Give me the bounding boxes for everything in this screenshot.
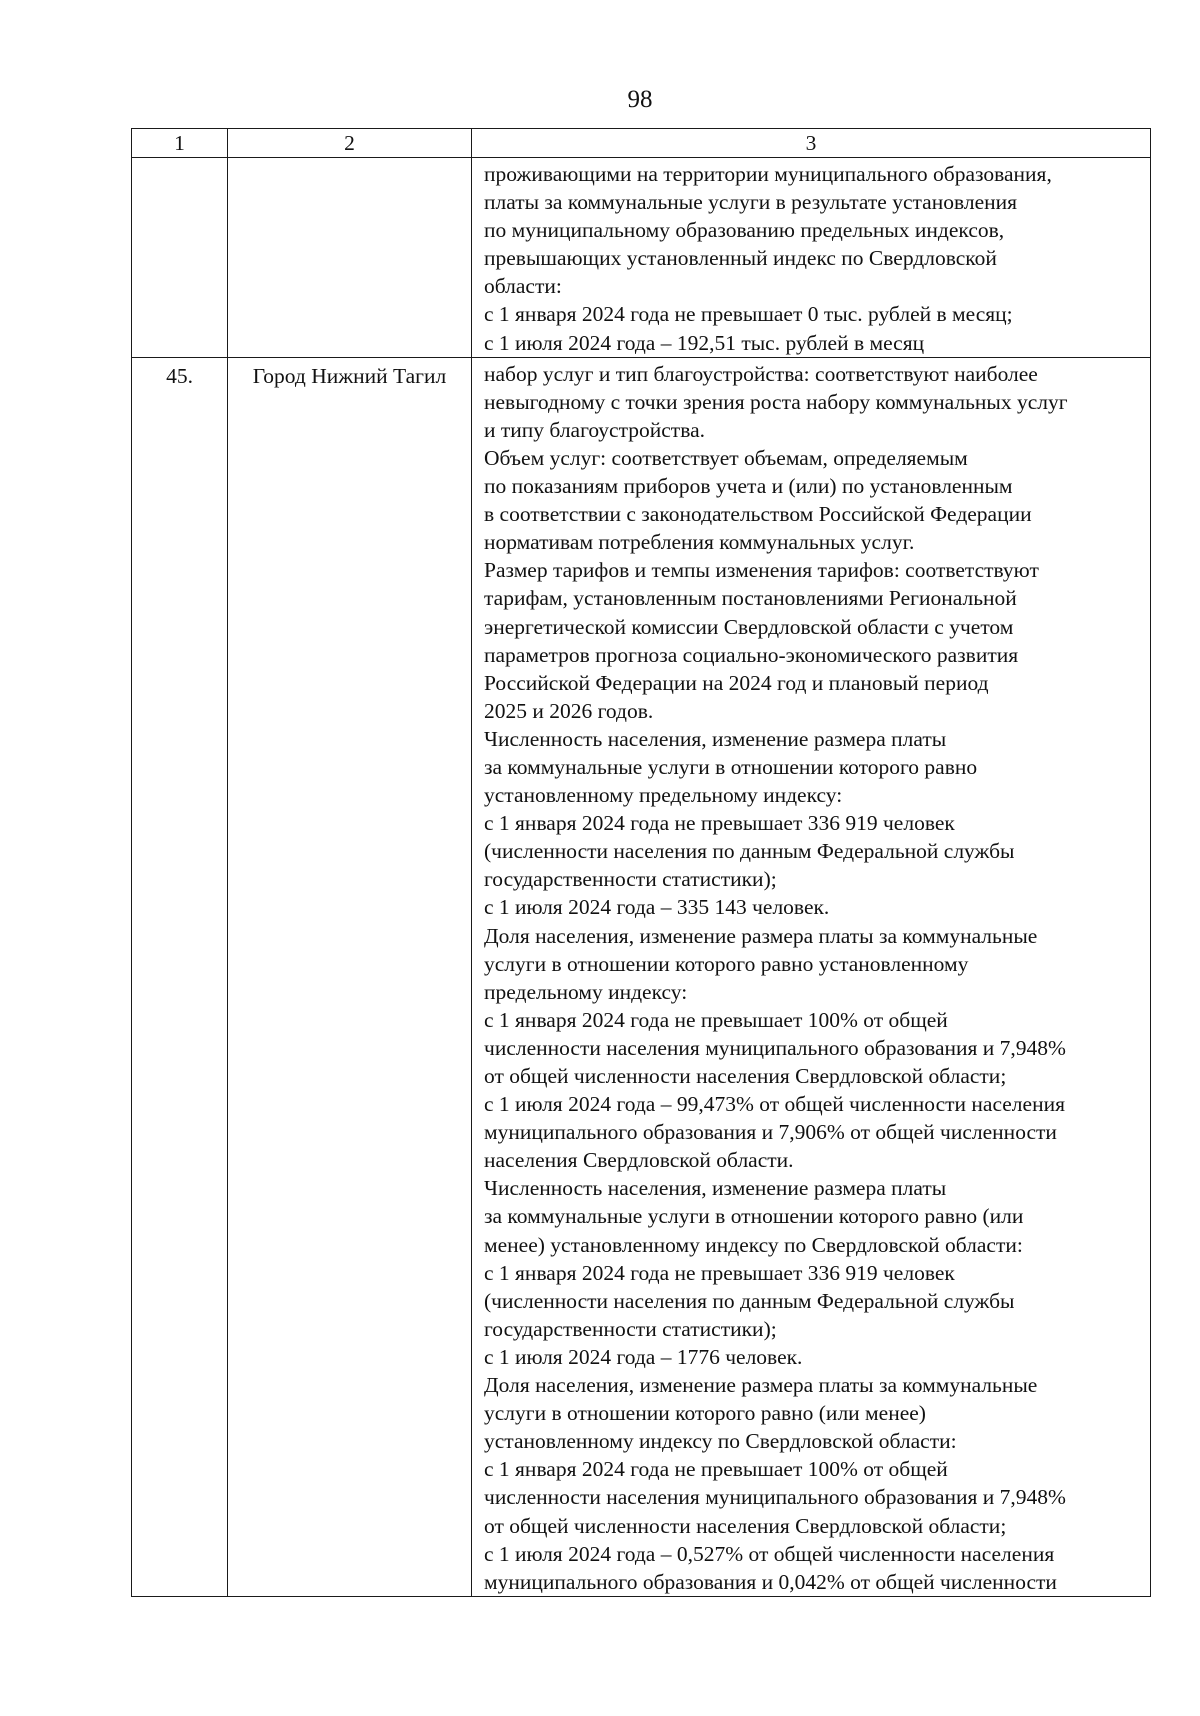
text-line: Российской Федерации на 2024 год и плановый период — [484, 670, 989, 695]
text-line: за коммунальные услуги в отношении которого равно — [484, 754, 978, 779]
text-line: с 1 января 2024 года не превышает 100% от общей — [484, 1007, 948, 1032]
text-line: установленному предельному индексу: — [484, 783, 843, 808]
text-line: Численность населения, изменение размера платы — [484, 1176, 947, 1201]
text-line: Доля населения, изменение размера платы за коммунальные — [484, 923, 1038, 948]
text-line: в соответствии с законодательством Российской Федерации — [484, 502, 1032, 527]
column-header-1: 1 — [132, 129, 228, 158]
column-header-2: 2 — [228, 129, 472, 158]
text-line: с 1 января 2024 года не превышает 336 919 человек — [484, 811, 955, 836]
text-line: с 1 июля 2024 года – 99,473% от общей численности населения — [484, 1092, 1065, 1117]
text-line: установленному индексу по Свердловской области: — [484, 1429, 957, 1454]
text-line: муниципального образования и 7,906% от общей численности — [484, 1120, 1057, 1145]
text-line: с 1 января 2024 года не превышает 336 919 человек — [484, 1260, 955, 1285]
text-line: от общей численности населения Свердловской области; — [484, 1064, 1007, 1088]
text-line: с 1 июля 2024 года – 335 143 человек. — [484, 895, 830, 920]
text-line: численности населения муниципального образования и 7,948% — [484, 1035, 1066, 1060]
text-line: от общей численности населения Свердловской области; — [484, 1513, 1007, 1538]
table-row-45 — [132, 357, 1151, 1596]
text-line: параметров прогноза социально-экономического развития — [484, 642, 1019, 667]
text-line: населения Свердловской области. — [484, 1148, 794, 1173]
text-line: нормативам потребления коммунальных услуг. — [484, 530, 915, 555]
text-line: набор услуг и тип благоустройства: соответствуют наиболее — [484, 361, 1038, 386]
text-line: Численность населения, изменение размера платы — [484, 726, 947, 751]
text-line: по показаниям приборов учета и (или) по установленным — [484, 474, 1013, 499]
text-line: с 1 июля 2024 года – 0,527% от общей численности населения — [484, 1541, 1055, 1566]
municipality-name-cell — [228, 158, 472, 358]
description-cell — [472, 158, 1151, 358]
text-line: численности населения муниципального образования и 7,948% — [484, 1485, 1066, 1510]
table-row-continuation — [132, 158, 1151, 358]
text-line: с 1 июля 2024 года – 192,51 тыс. рублей в месяц — [484, 330, 925, 355]
text-line: с 1 января 2024 года не превышает 100% от общей — [484, 1457, 948, 1482]
text-line: Доля населения, изменение размера платы за коммунальные — [484, 1373, 1038, 1398]
text-line: Размер тарифов и темпы изменения тарифов: соответствуют — [484, 558, 1039, 583]
text-line: по муниципальному образованию предельных индексов, — [484, 218, 1005, 243]
text-line: услуги в отношении которого равно установленному — [484, 951, 969, 976]
text-line: услуги в отношении которого равно (или менее) — [484, 1401, 926, 1426]
text-line: превышающих установленный индекс по Свердловской — [484, 246, 997, 271]
text-line: невыгодному с точки зрения роста набору коммунальных услуг — [484, 389, 1068, 414]
municipality-name-cell: Город Нижний Тагил — [228, 357, 472, 1596]
text-line: Объем услуг: соответствует объемам, определяемым — [484, 445, 968, 470]
text-line: 2025 и 2026 годов. — [484, 698, 654, 723]
text-line: с 1 января 2024 года не превышает 0 тыс. рублей в месяц; — [484, 302, 1013, 327]
text-line: государственности статистики); — [484, 867, 777, 892]
table-header-row — [132, 129, 1151, 158]
text-line: муниципального образования и 0,042% от общей численности — [484, 1569, 1057, 1594]
text-line: области: — [484, 274, 562, 299]
column-header-3: 3 — [472, 129, 1151, 158]
text-line: и типу благоустройства. — [484, 417, 705, 442]
text-line: проживающими на территории муниципального образования, — [484, 162, 1052, 186]
data-table — [131, 128, 1151, 1597]
text-line: предельному индексу: — [484, 979, 688, 1004]
description-cell — [472, 357, 1151, 1596]
row-number-cell — [132, 158, 228, 358]
text-line: (численности населения по данным Федеральной службы — [484, 1288, 1015, 1313]
row-number-cell: 45. — [132, 357, 228, 1596]
text-line: государственности статистики); — [484, 1316, 777, 1341]
text-line: (численности населения по данным Федеральной службы — [484, 839, 1015, 864]
text-line: платы за коммунальные услуги в результате установления — [484, 190, 1018, 215]
text-line: менее) установленному индексу по Свердловской области: — [484, 1232, 1023, 1257]
text-line: с 1 июля 2024 года – 1776 человек. — [484, 1344, 803, 1369]
text-line: энергетической комиссии Свердловской области с учетом — [484, 614, 1014, 639]
text-line: за коммунальные услуги в отношении которого равно (или — [484, 1204, 1024, 1229]
page-number: 98 — [627, 86, 653, 113]
text-line: тарифам, установленным постановлениями Региональной — [484, 586, 1017, 611]
